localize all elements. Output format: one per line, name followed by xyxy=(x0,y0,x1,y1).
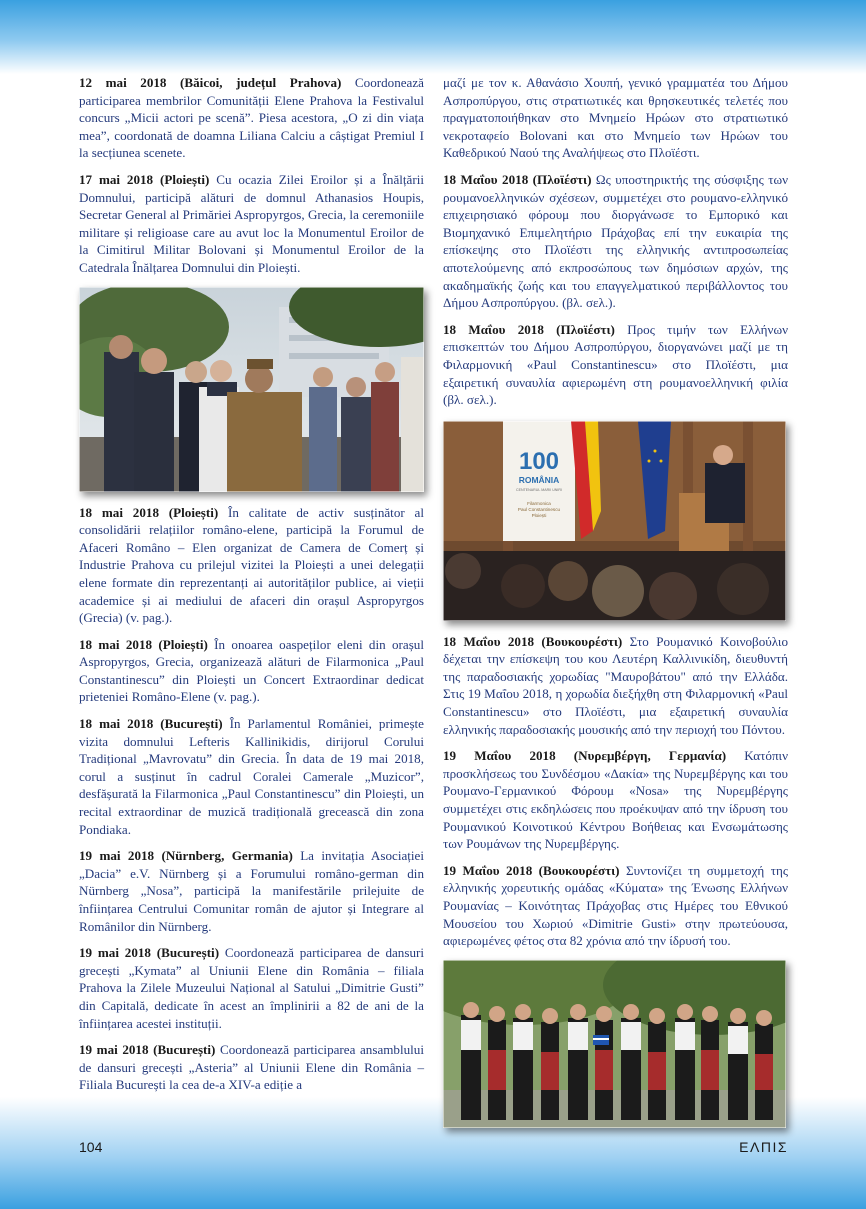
entry-body: Συντονίζει τη συμμετοχή της ελληνικής χορευτικής ομάδας «Κύματα» της Ένωσης Ελλήνων Ρουμανίας – Κοινότητας Πράχοβας στις Ημέρες του Εθνικού Μουσείου του Χωριού «Dimitrie Gusti» στην πρωτεύουσα, αφιερωμένες φέτος στα 82 χρόνια από την ίδρυσή του. xyxy=(443,862,788,949)
entry-body: Ως υποστηρικτής της σύσφιξης των ρουμανοελληνικών σχέσεων, συμμετέχει στο ρουμανο-ελληνικό επιχειρησιακό φόρουμ που διοργάνωσε το Εμπορικό και Βιομηχανικό Επιμελητήριο Πράχοβας επί την ευκαιρία της επίσκεψης στο Πλοϊέστι της ελληνικής αντιπροσωπείας αποτελούμενης από εκπροσώπους των δημόσιων αρχών, της ακαδημαϊκής ζωής και του επαγγελματικού περιβάλλοντος του Δήμου Ασπροπύργου. (βλ. σελ.). xyxy=(443,171,788,311)
entry-heading: 18 Μαΐου 2018 (Πλοϊέστι) xyxy=(443,321,615,337)
entry-body: Coordonează participarea ansamblului de dansuri grecești „Asteria” al Uniunii Elene din România – Filiala București la cea de-a XIV-a ediție a xyxy=(79,1042,424,1093)
entry-19-mai-bucuresti-kymata xyxy=(79,944,424,1032)
entry-body: Coordonează participarea membrilor Comunității Elene Prahova la Festivalul concurs „Micii actori pe scenă”. Piesa acestora, „O zi din viața mea”, coordonată de doamna Liliana Calciu a câștigat Premiul I la secțiunea scenete. xyxy=(79,75,424,161)
entry-body: Κατόπιν προσκλήσεως του Συνδέσμου «Δακία» της Νυρεμβέργης και του Ρουμανο-Γερμανικού Φόρουμ «Nosa» της Νυρεμβέργης συμμετέχει στις εκδηλώσεις που προέκυψαν από την ίδρυση του Ρουμανικού Κοινοτικού Κέντρου Βοήθειας και Ενσωμάτωσης των Ρουμάνων της Νυρεμβέργης. xyxy=(443,748,788,852)
centenary-logo-subtitle: CENTENARUL MARII UNIRI xyxy=(516,487,562,492)
entry-18-mai-ploiesti-concert xyxy=(79,636,424,706)
entry-17-mai-ploiesti xyxy=(79,171,424,277)
entry-18-maiou-ploiesti-concert xyxy=(443,321,788,409)
entry-body: În Parlamentul României, primește vizita domnului Lefteris Kallinikidis, dirijorul Corului Tradițional „Mavrovatu” din Grecia. În data de 19 mai 2018, corul a susținut în cadrul Coralei Camerale „Muzicor”, desfășurată la Filarmonica „Paul Constantinescu” din Ploiești, un recital extraordinar de muzică tradițională grecească din zona Pondiaka. xyxy=(79,716,424,837)
banner-title: Filarmonica xyxy=(527,500,551,506)
entry-heading: 18 mai 2018 (Ploiești) xyxy=(79,636,208,652)
page-number: 104 xyxy=(79,1139,103,1155)
header-gradient-band xyxy=(0,0,866,74)
entry-heading: 19 mai 2018 (București) xyxy=(79,945,220,961)
magazine-name: ΕΛΠΙΣ xyxy=(739,1139,788,1155)
centenary-logo-number: 100 xyxy=(518,447,560,475)
left-column xyxy=(79,74,424,1103)
photo-dance-group xyxy=(443,960,786,1128)
entry-body: Cu ocazia Zilei Eroilor și a Înălțării Domnului, participă alături de domnul Athanasios Houpis, Secretar General al Primăriei Aspropyrgos, Grecia, la ceremoniile militare și religioase care au avut loc la Monumentul Eroilor de la Cimitirul Militar Bolovani și Monumentul Eroilor de la Catedrala Înălțarea Domnului din Ploiești. xyxy=(79,171,424,275)
entry-body: Coordonează participarea de dansuri grecești „Kymata” al Uniunii Elene din România – filiala Prahova la Zilele Muzeului Național al Satului „Dimitrie Gusti” din Capitală, dedicate în acest an împlinirii a 82 de ani de la înființarea acestei instituții. xyxy=(79,945,424,1031)
photo-concert-speech xyxy=(443,421,786,621)
entry-19-mai-bucuresti-asteria xyxy=(79,1041,424,1094)
entry-heading: 19 mai 2018 (Nürnberg, Germania) xyxy=(79,848,293,864)
entry-continuation xyxy=(443,74,788,162)
entry-19-maiou-nyremvergi xyxy=(443,747,788,853)
entry-heading: 19 Μαΐου 2018 (Νυρεμβέργη, Γερμανία) xyxy=(443,748,727,764)
entry-18-mai-bucuresti xyxy=(79,715,424,838)
entry-18-mai-ploiesti-forum xyxy=(79,504,424,627)
entry-heading: 18 Μαΐου 2018 (Βουκουρέστι) xyxy=(443,633,623,649)
entry-19-mai-nurnberg xyxy=(79,847,424,935)
entry-body: La invitația Asociației „Dacia” e.V. Nürnberg și a Forumului româno-german din Nürnberg „Nosa”, participă la manifestările prilejuite de înființarea Centrului Comunitar român de ajutor și Integrare al Românilor din Nürnberg. xyxy=(79,848,424,934)
banner-city: Ploiești xyxy=(531,512,547,518)
entry-heading: 12 mai 2018 (Băicoi, județul Prahova) xyxy=(79,75,342,90)
entry-body: În onoarea oaspeților eleni din orașul Aspropyrgos, Grecia, organizează alături de Filarmonica „Paul Constantinescu” din Ploiești un Concert Extraordinar dedicat prieteniei Româno-Elene (v. pag.). xyxy=(79,636,424,705)
entry-body: Στο Ρουμανικό Κοινοβούλιο δέχεται την επίσκεψη του κου Λευτέρη Καλλινικίδη, διευθυντή της παραδοσιακής χορωδίας "Μαυροβάτου" από την Ελλάδα. Στις 19 Μαΐου 2018, η χορωδία διεξήχθη στη Φιλαρμονική «Paul Constantinescu» στο Πλοϊέστι, μια εξαιρετική συναυλία ελληνικής παραδοσιακής μουσικής από την περιοχή του Πόντου. xyxy=(443,633,788,737)
entry-body: În calitate de activ susținător al consolidării relațiilor româno-elene, participă la Forumul de Afaceri Româno – Elen organizat de Camera de Comerț și Industrie Prahova cu prilejul vizitei la Ploiești a unei delegații elene formate din reprezentanți ai autorităților publice, ai vieții academice și ai mediului de afaceri din orașul Aspropyrgos (Grecia) (v. pag.). xyxy=(79,504,424,626)
banner-name: Paul Constantinescu xyxy=(517,506,561,512)
entry-heading: 18 Μαΐου 2018 (Πλοϊέστι) xyxy=(443,171,592,187)
entry-heading: 18 mai 2018 (Ploiești) xyxy=(79,504,219,520)
photo-heroes-ceremony xyxy=(79,287,424,492)
entry-heading: 18 mai 2018 (București) xyxy=(79,716,223,732)
entry-18-maiou-ploiesti-forum xyxy=(443,171,788,312)
entry-body: μαζί με τον κ. Αθανάσιο Χουπή, γενικό γραμματέα του Δήμου Ασπροπύργου, στις στρατιωτικές και θρησκευτικές τελετές που πραγματοποιήθηκαν στο Μνημείο Ηρώων στο στρατιωτικό νεκροταφείο Bolovani και στο Μνημείο των Ηρώων του Καθεδρικού Ναού της Αναλήψεως στο Πλοϊέστι. xyxy=(443,75,788,161)
entry-19-maiou-voukouresti xyxy=(443,862,788,950)
entry-12-mai-baicoi xyxy=(79,74,424,162)
entry-heading: 19 mai 2018 (București) xyxy=(79,1042,216,1058)
right-column xyxy=(443,74,788,1140)
centenary-logo-word: ROMÂNIA xyxy=(518,474,560,485)
entry-heading: 19 Μαΐου 2018 (Βουκουρέστι) xyxy=(443,862,620,878)
entry-heading: 17 mai 2018 (Ploiești) xyxy=(79,171,210,187)
entry-body: Προς τιμήν των Ελλήνων επισκεπτών του Δήμου Ασπροπύργου, διοργανώνει μαζί με τη Φιλαρμονική «Paul Constantinescu» στο Πλοϊέστι, μια εξαιρετική συναυλία αφιερωμένη στη ρουμανοελληνική φιλία (βλ. σελ.). xyxy=(443,321,788,408)
entry-18-maiou-voukouresti xyxy=(443,633,788,739)
